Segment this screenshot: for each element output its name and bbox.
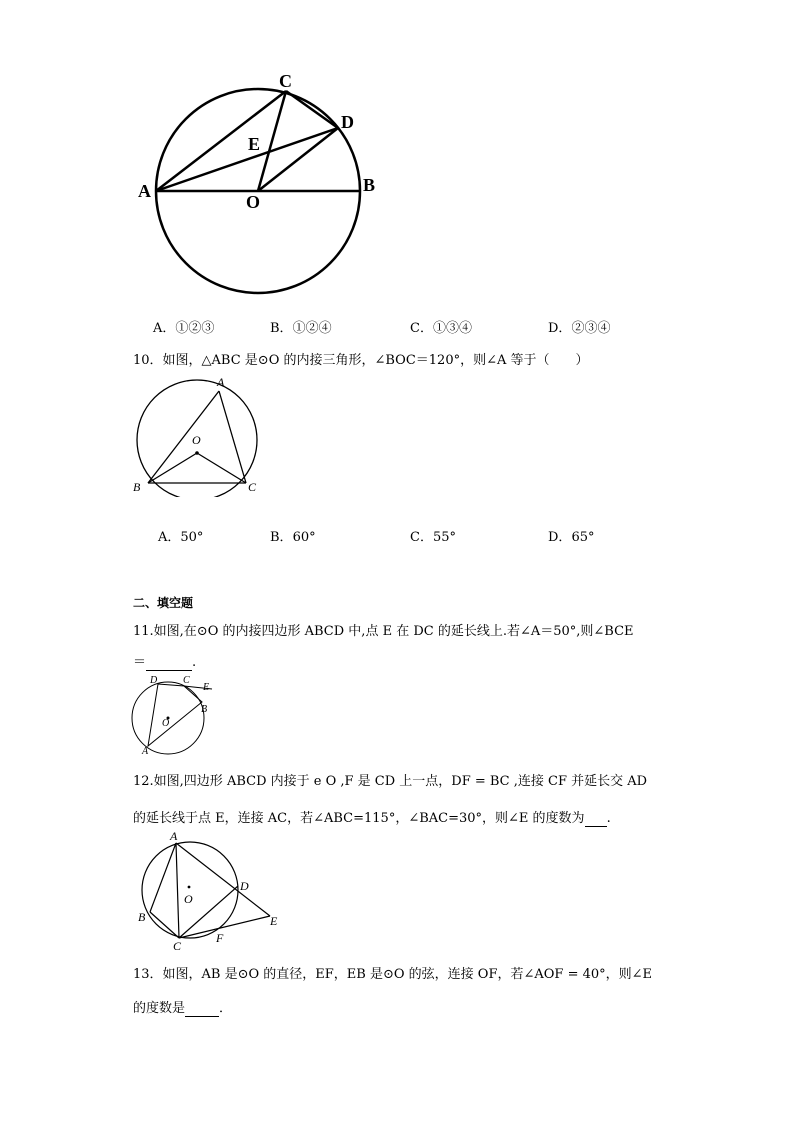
label-b: B: [133, 480, 141, 494]
chord-ac: [156, 91, 286, 191]
q10-text: 10．如图，△ABC 是⊙O 的内接三角形，∠BOC＝120°，则∠A 等于（ ）: [133, 353, 589, 368]
answer-blank[interactable]: [585, 811, 607, 827]
q10-option-d: D．65°: [548, 530, 595, 545]
answer-blank[interactable]: [146, 655, 192, 671]
q10-option-a: A．50°: [158, 530, 204, 545]
label-b: B: [363, 175, 376, 195]
label-o: O: [246, 192, 261, 212]
label-d: D: [150, 675, 158, 686]
q10-option-b: B．60°: [270, 530, 316, 545]
q11-line2: ＝ .: [133, 655, 197, 670]
q10-option-c: C．55°: [410, 530, 456, 545]
label-b: B: [201, 704, 208, 715]
label-c: C: [173, 939, 182, 953]
label-d: D: [341, 112, 354, 132]
figure-q12: [132, 828, 292, 956]
q12-line1: 12.如图,四边形 ABCD 内接于 e O ,F 是 CD 上一点，DF = BC ,连接 CF 并延长交 AD: [133, 774, 648, 789]
label-f: F: [216, 931, 224, 945]
section-title: 二、填空题: [133, 596, 194, 610]
figure-q10: [125, 372, 270, 497]
segment-od: [258, 128, 338, 191]
chord-cd: [286, 91, 338, 128]
q9-option-b: B．①②④: [270, 321, 332, 336]
label-o: O: [192, 433, 201, 447]
label-c: C: [248, 480, 257, 494]
label-e: E: [248, 134, 261, 154]
figure-q11: [128, 672, 228, 758]
chord-ad: [156, 128, 338, 191]
q13-line1: 13．如图，AB 是⊙O 的直径，EF，EB 是⊙O 的弦，连接 OF，若∠AOF = 40°，则∠E: [133, 967, 653, 982]
q9-option-c: C．①③④: [410, 321, 472, 336]
label-e: E: [203, 682, 210, 693]
label-a: A: [170, 829, 178, 843]
label-d: D: [240, 879, 249, 893]
label-o: O: [162, 718, 170, 729]
q9-option-d: D．②③④: [548, 321, 611, 336]
answer-blank[interactable]: [185, 1001, 219, 1017]
q9-option-a: A．①②③: [153, 321, 215, 336]
label-c: C: [279, 71, 292, 91]
label-c: C: [183, 675, 190, 686]
q13-line2: 的度数是 ．: [133, 1001, 233, 1016]
label-a: A: [142, 746, 149, 757]
q12-line2: 的延长线于点 E，连接 AC，若∠ABC=115°，∠BAC=30°，则∠E 的度数为 .: [133, 811, 611, 826]
label-a: A: [217, 375, 225, 389]
label-e: E: [270, 914, 278, 928]
label-b: B: [138, 910, 146, 924]
label-a: A: [138, 181, 151, 201]
q11-line1: 11.如图,在⊙O 的内接四边形 ABCD 中,点 E 在 DC 的延长线上.若∠A＝50°,则∠BCE: [133, 624, 634, 639]
segment-co: [258, 91, 286, 191]
figure-q9: [130, 70, 390, 300]
label-o: O: [184, 892, 193, 906]
